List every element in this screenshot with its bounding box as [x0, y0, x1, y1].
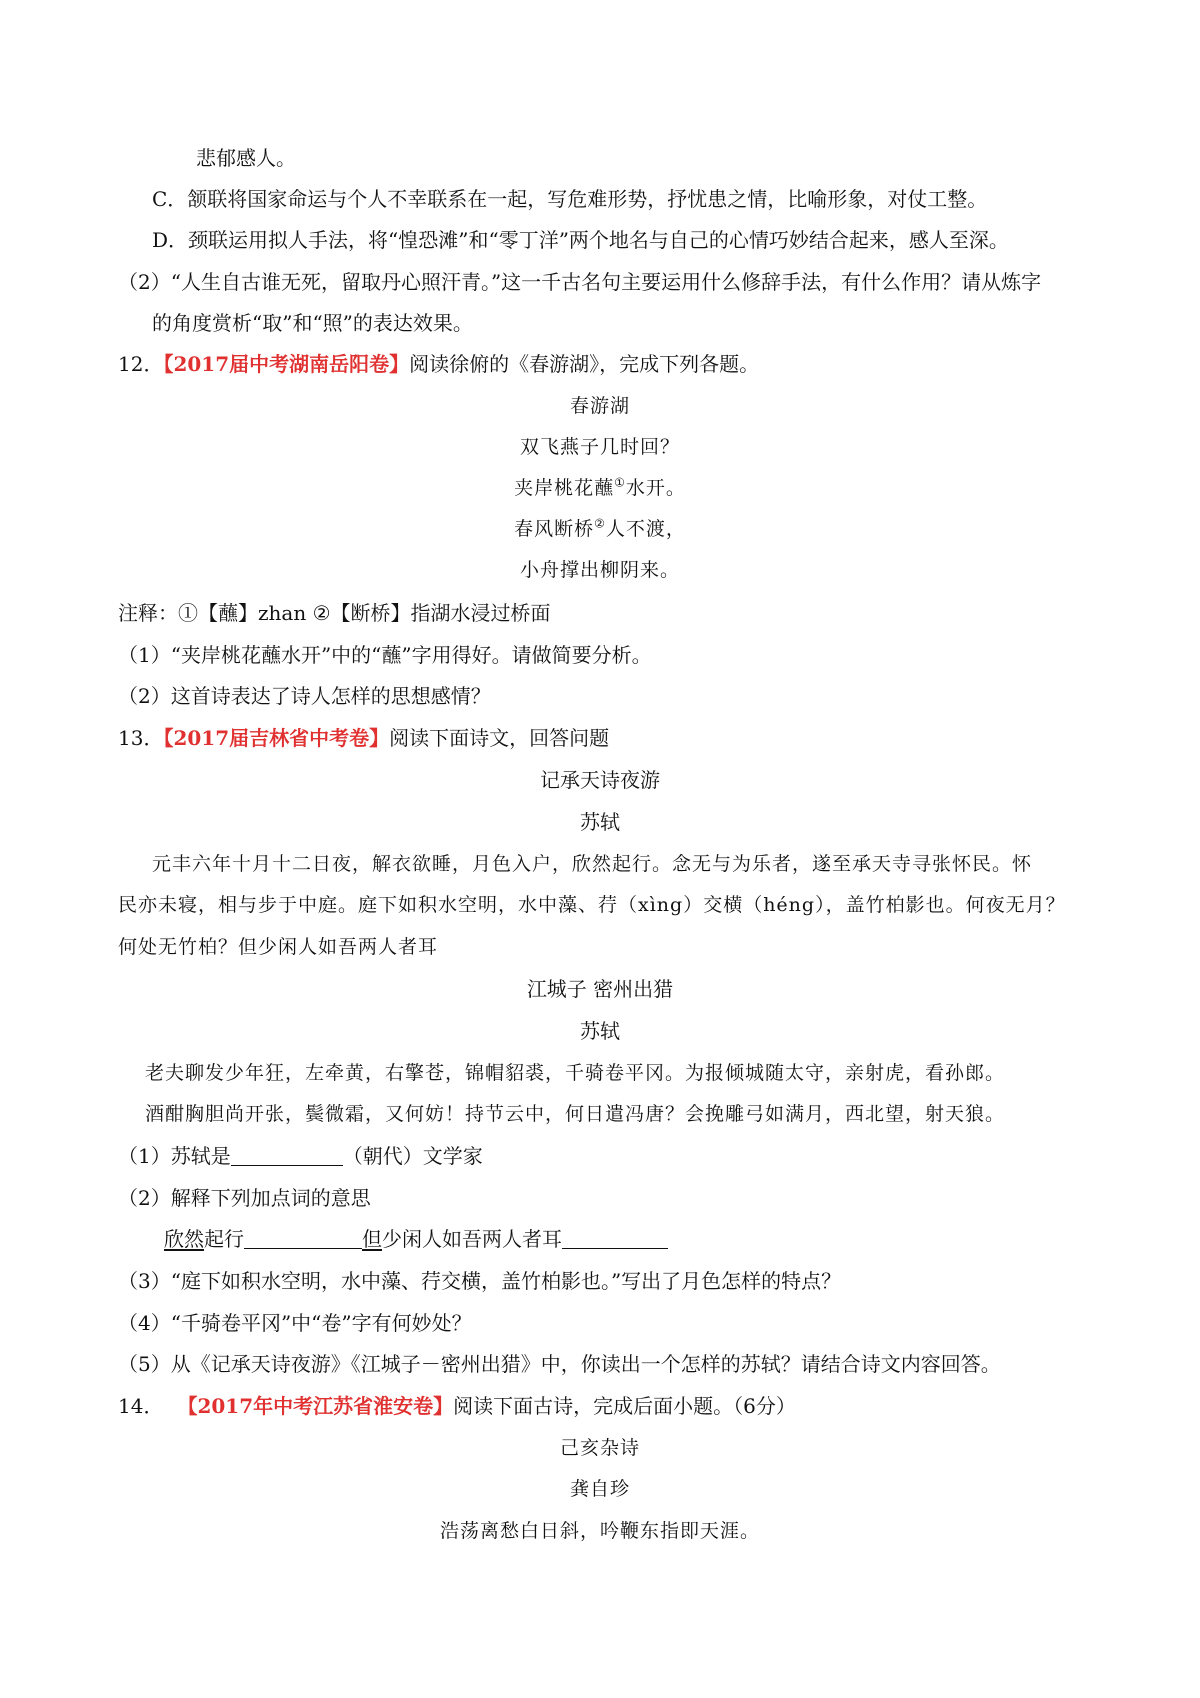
q14-heading [118, 1394, 796, 1418]
q14-poem-line1: 浩荡离愁白日斜，吟鞭东指即天涯。 [439, 1520, 760, 1542]
q12-note-mark-1: ① [614, 475, 626, 490]
q12-poem-line2-a: 夹岸桃花蘸 [514, 477, 615, 499]
q13-sub1-blank[interactable] [231, 1145, 343, 1166]
q12-poem-line3-a: 春风断桥 [514, 518, 595, 540]
q12-number: 12． [118, 352, 164, 376]
q13-sub5: （5）从《记承天诗夜游》《江城子－密州出猎》中，你读出一个怎样的苏轼？请结合诗文内容回答。 [118, 1352, 1001, 1376]
q12-heading [118, 352, 759, 376]
q13-text1-para-line3: 何处无竹柏？但少闲人如吾两人者耳 [118, 936, 439, 958]
q13-word-2-rest: 少闲人如吾两人者耳 [382, 1227, 562, 1251]
q12-sub2: （2）这首诗表达了诗人怎样的思想感情？ [118, 684, 491, 708]
q14-source: 【2017年中考江苏省淮安卷】 [177, 1394, 454, 1418]
q13-sub4: （4）“千骑卷平冈”中“卷”字有何妙处？ [118, 1311, 472, 1335]
q13-sub3: （3）“庭下如积水空明，水中藻、荇交横，盖竹柏影也。”写出了月色怎样的特点？ [118, 1269, 842, 1293]
q13-sub2: （2）解释下列加点词的意思 [118, 1186, 371, 1210]
q11-sub2-line1: （2）“人生自古谁无死，留取丹心照汗青。”这一千古名句主要运用什么修辞手法，有什么作用？请从炼字 [118, 270, 1042, 294]
q11-sub2-line2: 的角度赏析“取”和“照”的表达效果。 [152, 311, 473, 335]
q12-poem-line2 [0, 476, 1200, 500]
q13-word-1-blank[interactable] [244, 1228, 362, 1249]
q13-text2-author: 苏轼 [580, 1019, 620, 1043]
q13-word-1: 欣然 [164, 1227, 204, 1251]
q13-sub1 [118, 1144, 483, 1168]
q13-number: 13． [118, 726, 164, 750]
q13-text1-title: 记承天诗夜游 [540, 768, 660, 792]
q12-poem-line1: 双飞燕子几时回？ [519, 436, 680, 458]
q12-poem-line2-b: 水开。 [625, 477, 686, 499]
q12-poem-line4: 小舟撑出柳阴来。 [519, 559, 680, 581]
q13-word-1-rest: 起行 [204, 1227, 244, 1251]
q13-text2-title: 江城子 密州出猎 [526, 977, 674, 1001]
q13-intro: 阅读下面诗文，回答问题 [389, 726, 610, 750]
q14-number: 14． [118, 1394, 164, 1418]
q14-intro: 阅读下面古诗，完成后面小题。（6分） [453, 1394, 796, 1418]
q12-notes: 注释：①【蘸】zhan ②【断桥】指湖水浸过桥面 [118, 601, 551, 625]
q13-sub1-b: （朝代）文学家 [342, 1144, 483, 1168]
q13-sub2-words [164, 1227, 668, 1251]
q13-word-2: 但 [362, 1227, 382, 1251]
q13-word-2-blank[interactable] [562, 1228, 668, 1249]
q13-text1-para-line2: 民亦未寝，相与步于中庭。庭下如积水空明，水中藻、荇（xìng）交横（héng），盖竹柏影也。何夜无月？ [118, 894, 1066, 916]
q13-text2-line1: 老夫聊发少年狂，左牵黄，右擎苍，锦帽貂裘，千骑卷平冈。为报倾城随太守，亲射虎，看孙郎。 [145, 1062, 1006, 1084]
q12-poem-line3-b: 人不渡， [605, 518, 686, 540]
q12-sub1: （1）“夹岸桃花蘸水开”中的“蘸”字用得好。请做简要分析。 [118, 643, 652, 667]
q12-poem-title: 春游湖 [569, 395, 630, 417]
q13-sub1-a: （1）苏轼是 [118, 1144, 231, 1168]
q12-poem-line3 [0, 517, 1200, 541]
q12-source: 【2017届中考湖南岳阳卷】 [163, 352, 410, 376]
q11-option-d: D．颈联运用拟人手法，将“惶恐滩”和“零丁洋”两个地名与自己的心情巧妙结合起来，感人至深。 [152, 228, 1009, 252]
q13-heading [118, 726, 609, 750]
q12-note-mark-2: ② [594, 516, 606, 531]
q14-poem-title: 己亥杂诗 [559, 1437, 640, 1459]
q13-text1-para-line1: 元丰六年十月十二日夜，解衣欲睡，月色入户，欣然起行。念无与为乐者，遂至承天寺寻张怀民。怀 [152, 853, 1033, 875]
q11-option-c: C．颔联将国家命运与个人不幸联系在一起，写危难形势，抒忧患之情，比喻形象，对仗工整。 [152, 187, 988, 211]
q13-source: 【2017届吉林省中考卷】 [163, 726, 390, 750]
q11-option-b-tail: 悲郁感人。 [196, 146, 296, 170]
q12-intro: 阅读徐俯的《春游湖》，完成下列各题。 [409, 352, 760, 376]
q13-text2-line2: 酒酣胸胆尚开张，鬓微霜，又何妨！持节云中，何日遣冯唐？会挽雕弓如满月，西北望，射天狼。 [145, 1103, 1006, 1125]
q13-text1-author: 苏轼 [580, 810, 620, 834]
q14-poem-author: 龚自珍 [569, 1478, 630, 1500]
